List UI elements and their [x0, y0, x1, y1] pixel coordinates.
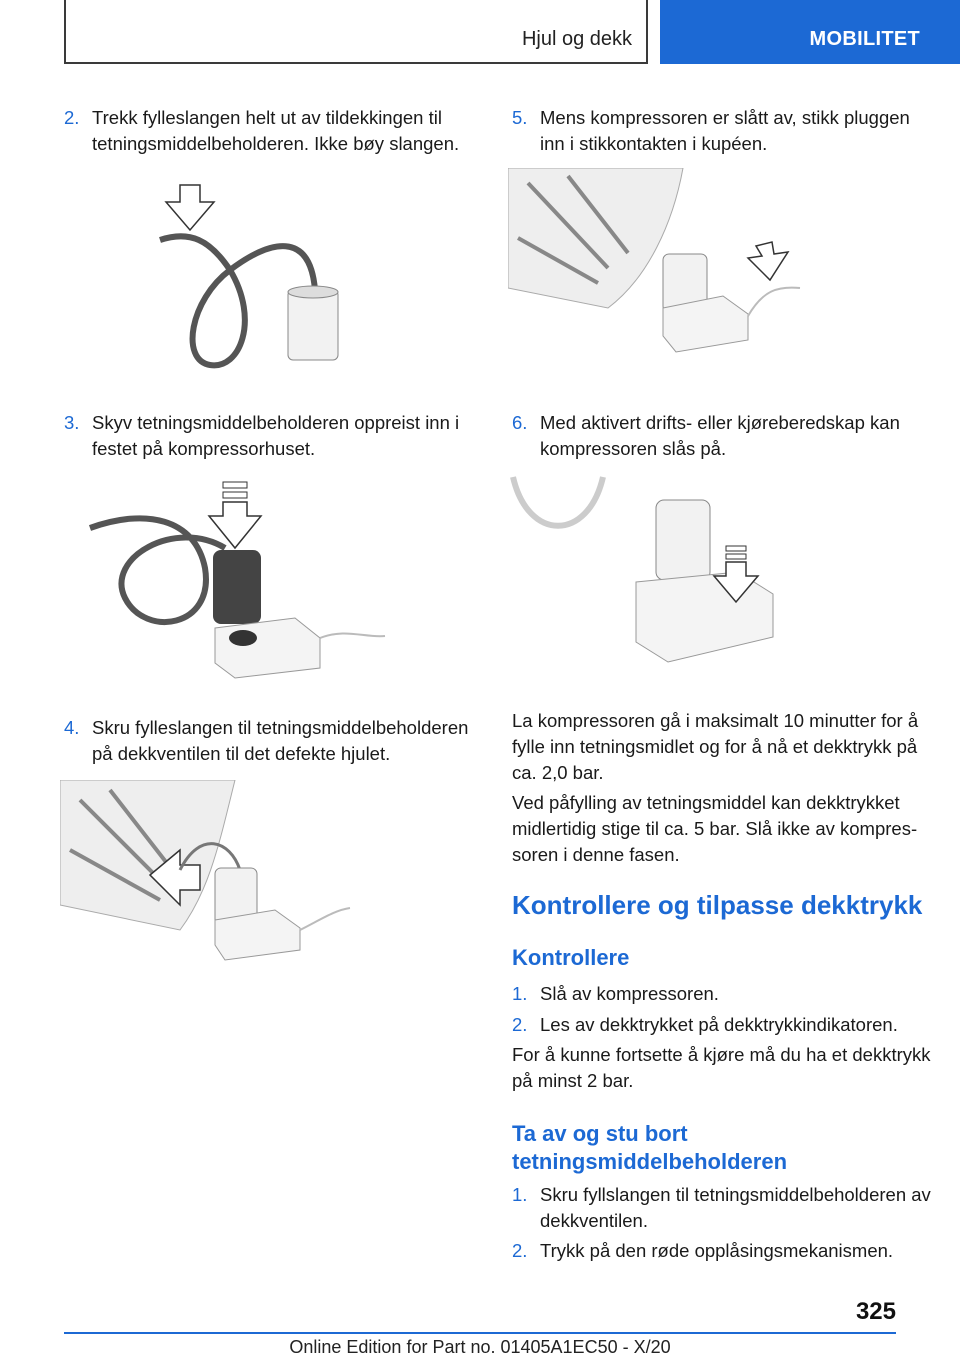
step-text: Trekk fylleslangen helt ut av tildekkingen til tetningsmiddelbeholderen. Ikke bøy slangen.: [92, 107, 460, 154]
fill-hose-icon: [90, 518, 225, 622]
plug-socket-illustration: [508, 168, 808, 358]
hose-valve-illustration: [60, 780, 360, 965]
step-number: 6.: [512, 412, 528, 433]
step-number: 2.: [512, 1240, 528, 1261]
step-number: 1.: [512, 983, 528, 1004]
down-arrow-icon: [748, 242, 788, 280]
wheel-icon: [60, 780, 235, 930]
pressure-warning-paragraph: Ved påfylling av tetningsmiddel kan dekktrykket midlertidig stige til ca. 5 bar. Slå ikke av kompressoren i denne fasen.: [512, 792, 918, 865]
compressor-icon: [215, 910, 300, 960]
chapter-tab-label: MOBILITET: [809, 28, 920, 50]
page-number: 325: [855, 1298, 896, 1325]
step-text: Slå av kompressoren.: [540, 983, 719, 1004]
footer-divider: [64, 1332, 896, 1334]
step-text: Trykk på den røde opplåsingsmekanismen.: [540, 1240, 894, 1261]
compressor-icon: [215, 618, 320, 678]
step-number: 5.: [512, 107, 528, 128]
compressor-icon: [636, 572, 773, 662]
step-number: 2.: [512, 1014, 528, 1035]
step-number: 1.: [512, 1184, 528, 1205]
step-text: Skru fylleslangen til tetningsmiddelbeholderen på dekkventilen til det defekte hjulet.: [92, 717, 469, 764]
subheading-check: Kontrollere: [512, 945, 630, 970]
subheading-remove: Ta av og stu bort tetningsmiddelbeholderen: [512, 1121, 788, 1174]
sealant-bottle-icon: [213, 550, 261, 624]
min-pressure-paragraph: For å kunne fortsette å kjøre må du ha et dekktrykk på minst 2 bar.: [512, 1044, 931, 1091]
step-text: Skyv tetningsmiddelbeholderen oppreist inn i festet på kompressorhuset.: [92, 412, 460, 459]
switch-on-illustration: [508, 472, 808, 672]
edition-footer: Online Edition for Part no. 01405A1EC50 - X/20: [289, 1337, 671, 1357]
section-heading: Kontrollere og tilpasse dekktrykk: [512, 890, 923, 920]
power-cable-icon: [513, 477, 603, 526]
sealant-bottle-icon: [656, 500, 710, 580]
step-number: 3.: [64, 412, 80, 433]
step-text: Med aktivert drifts- eller kjøreberedskap kan kompressoren slås på.: [540, 412, 900, 459]
step-text: Mens kompressoren er slått av, stikk pluggen inn i stikkontakten i kupéen.: [540, 107, 910, 154]
power-cable-icon: [320, 633, 385, 638]
step-number: 2.: [64, 107, 80, 128]
chapter-tab: [660, 0, 960, 64]
step-text: Les av dekktrykket på dekktrykkindikatoren.: [540, 1014, 898, 1035]
header-box: [64, 0, 648, 64]
down-arrow-icon: [166, 185, 214, 230]
power-cable-icon: [300, 908, 350, 930]
sealant-bottle-icon: [288, 290, 338, 360]
run-time-paragraph: La kompressoren gå i maksimalt 10 minutter for å fylle inn tetningsmidlet og for å nå et dekktrykk på ca. 2,0 bar.: [512, 710, 919, 783]
page-header: [0, 0, 960, 66]
step-number: 4.: [64, 717, 80, 738]
hose-bottle-illustration: [150, 180, 350, 375]
section-title: Hjul og dekk: [521, 28, 632, 50]
bottle-compressor-illustration: [85, 478, 395, 688]
step-text: Skru fyllslangen til tetningsmiddelbeholderen av dekkventilen.: [540, 1184, 931, 1231]
power-cable-icon: [748, 288, 800, 316]
